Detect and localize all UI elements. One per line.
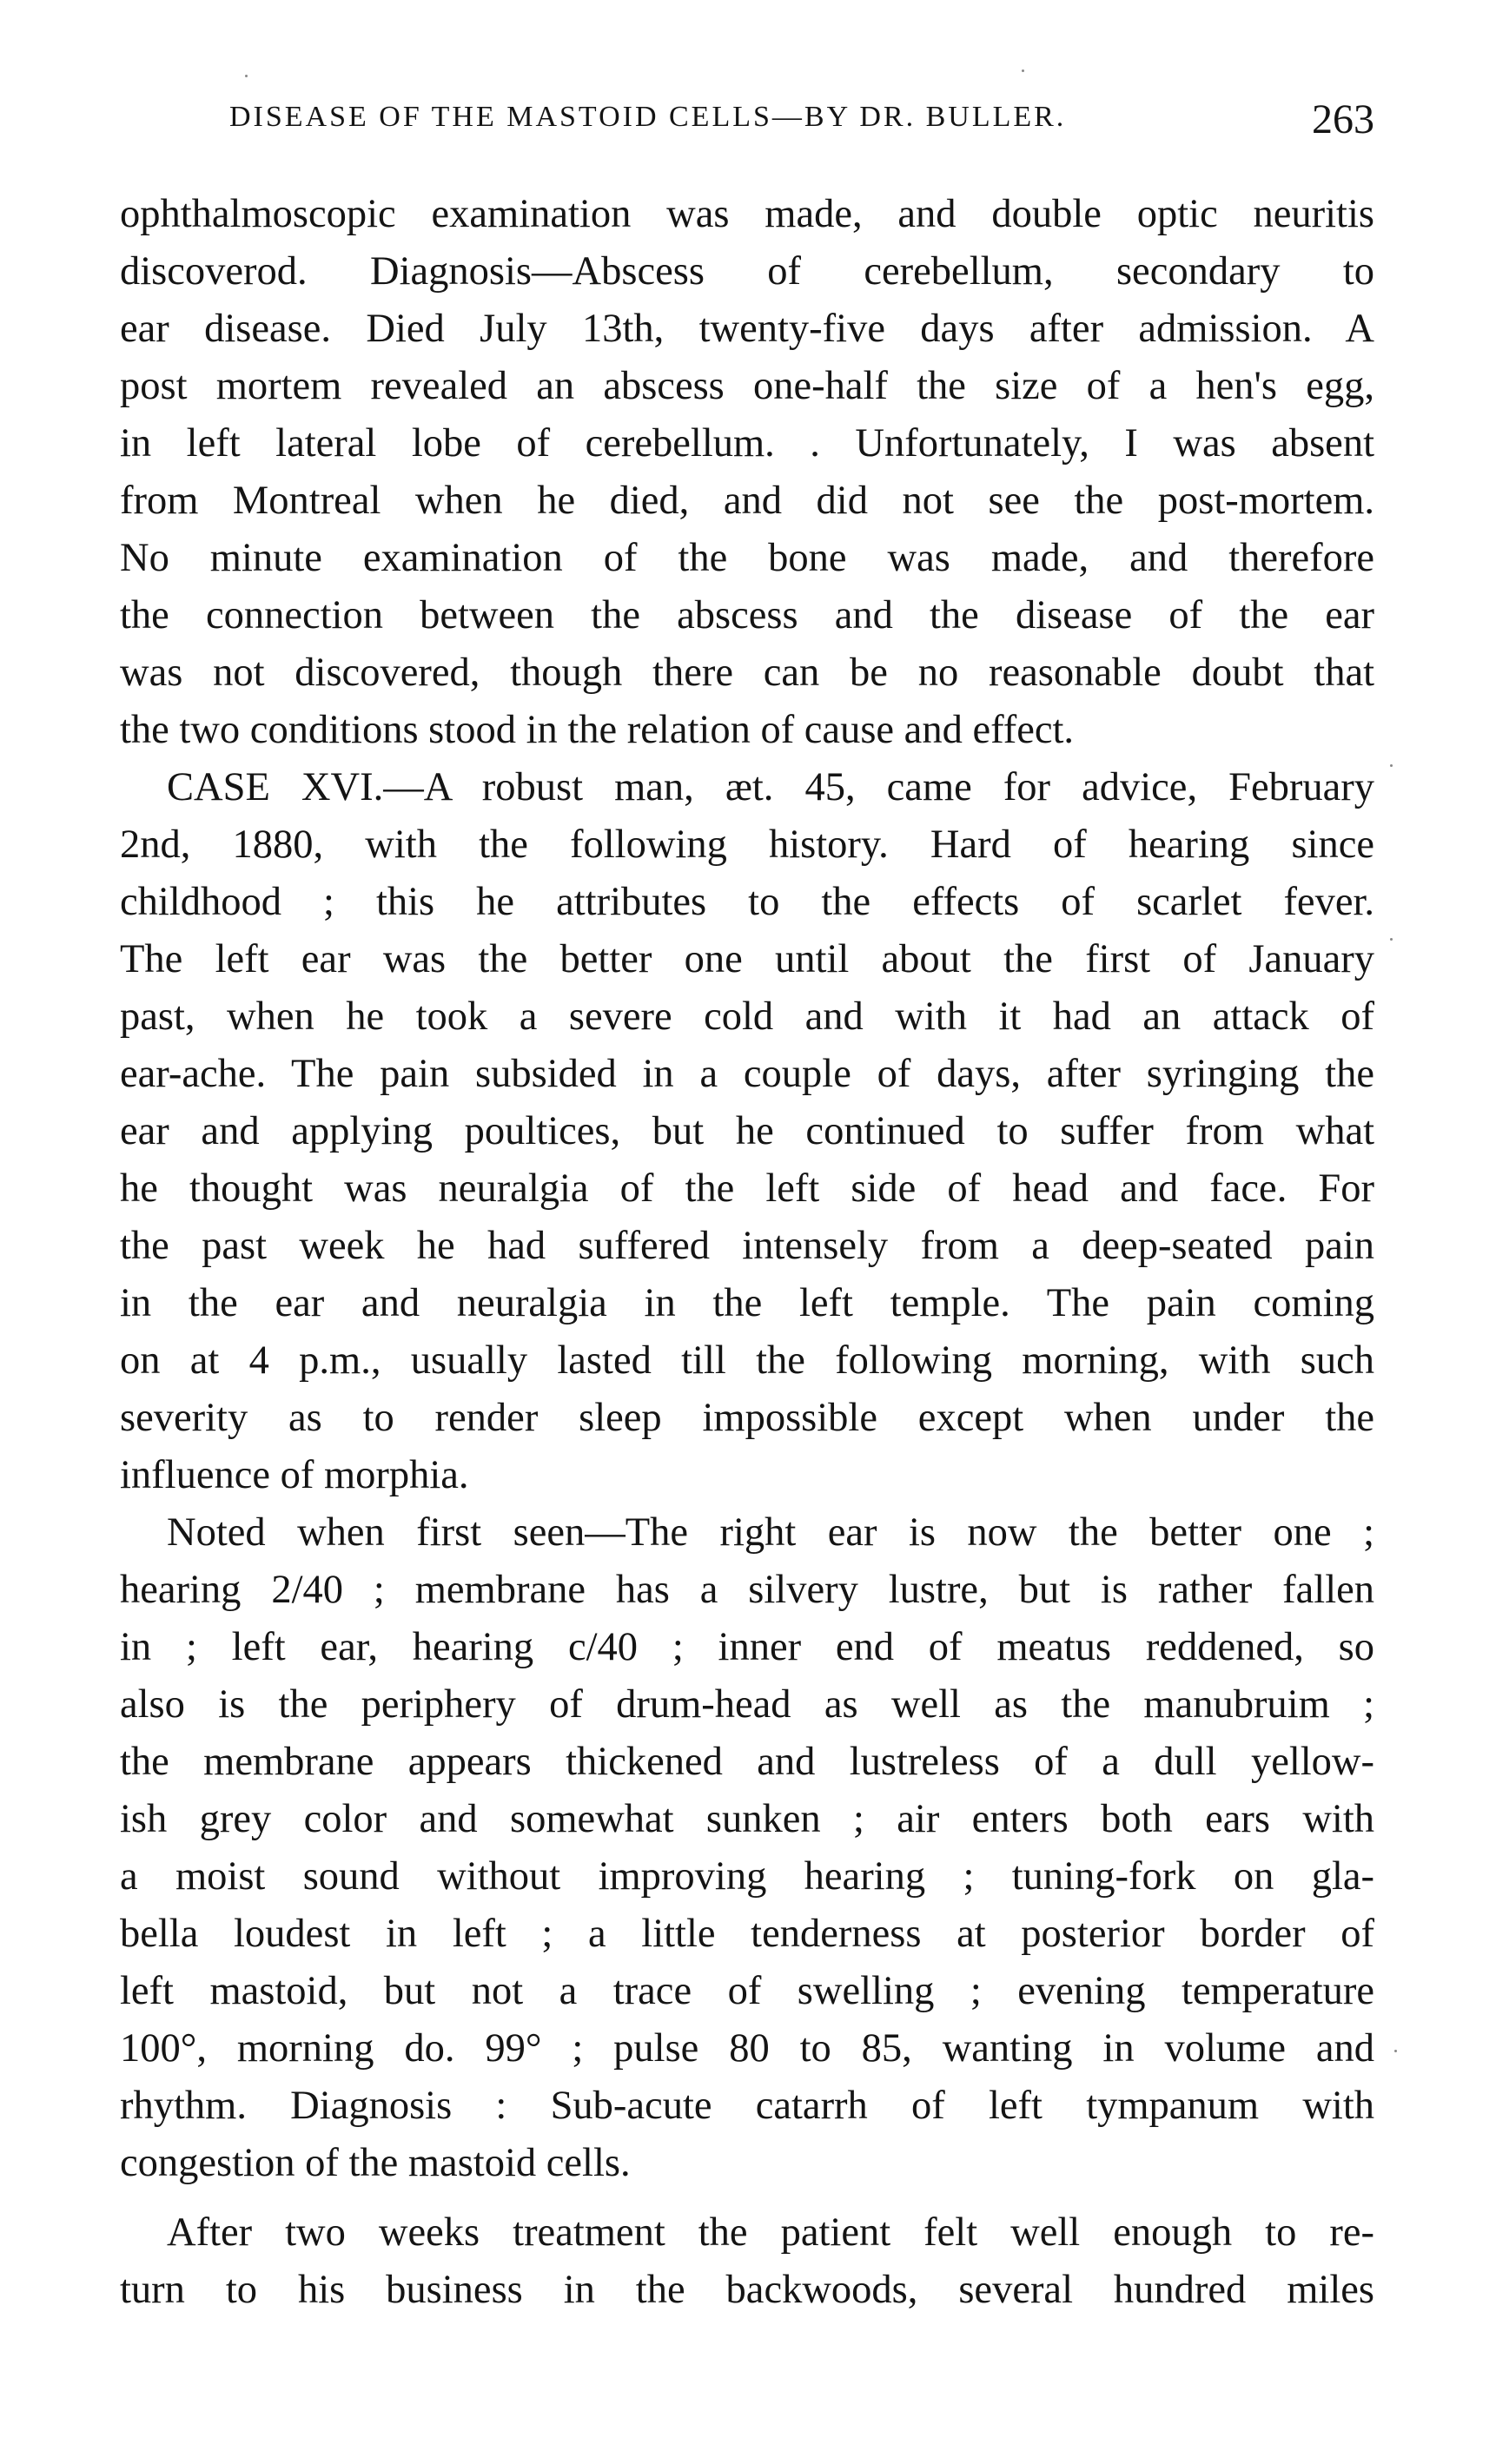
text-line: congestion of the mastoid cells. — [120, 2141, 631, 2185]
text-line: in the ear and neuralgia in the left temple. The pain coming — [120, 1281, 1374, 1325]
text-line: The left ear was the better one until about the first of January — [120, 937, 1374, 981]
text-line: was not discovered, though there can be no reasonable doubt that — [120, 651, 1374, 695]
page-number: 263 — [1312, 96, 1374, 142]
text-line: ish grey color and somewhat sunken ; air enters both ears with — [120, 1797, 1374, 1841]
running-head — [229, 96, 1374, 153]
running-title: DISEASE OF THE MASTOID CELLS—BY DR. BULLER. — [229, 101, 1067, 133]
text-line: No minute examination of the bone was made, and therefore — [120, 536, 1374, 580]
text-line: from Montreal when he died, and did not see the post-mortem. — [120, 479, 1374, 523]
text-line: in ; left ear, hearing c/40 ; inner end of meatus reddened, so — [120, 1625, 1374, 1669]
text-line: 2nd, 1880, with the following history. Hard of hearing since — [120, 822, 1374, 867]
text-line: discoverod. Diagnosis—Abscess of cerebellum, secondary to — [120, 249, 1374, 294]
text-line: ear disease. Died July 13th, twenty-five days after admission. A — [120, 307, 1374, 351]
text-line: severity as to render sleep impossible except when under the — [120, 1396, 1374, 1440]
text-line: 100°, morning do. 99° ; pulse 80 to 85, wanting in volume and — [120, 2026, 1374, 2071]
text-line: past, when he took a severe cold and with it had an attack of — [120, 994, 1374, 1039]
text-line: left mastoid, but not a trace of swelling ; evening temperature — [120, 1969, 1374, 2013]
speck-mark — [245, 75, 248, 77]
text-line: a moist sound without improving hearing ; tuning-fork on gla- — [120, 1854, 1374, 1899]
text-line: ear and applying poultices, but he continued to suffer from what — [120, 1109, 1374, 1153]
speck-mark — [1022, 69, 1024, 72]
text-line: on at 4 p.m., usually lasted till the following morning, with such — [120, 1338, 1374, 1383]
text-line: post mortem revealed an abscess one-half the size of a hen's egg, — [120, 364, 1374, 408]
speck-mark — [1394, 2050, 1397, 2052]
text-line: the past week he had suffered intensely from a deep-seated pain — [120, 1224, 1374, 1268]
paragraph-start-line: Noted when first seen—The right ear is now the better one ; — [167, 1510, 1374, 1555]
text-line: also is the periphery of drum-head as well as the manubruim ; — [120, 1682, 1374, 1727]
text-line: bella loudest in left ; a little tenderness at posterior border of — [120, 1912, 1374, 1956]
speck-mark — [1390, 938, 1393, 941]
speck-mark — [1390, 764, 1393, 767]
text-line: ear-ache. The pain subsided in a couple of days, after syringing the — [120, 1052, 1374, 1096]
text-line: childhood ; this he attributes to the effects of scarlet fever. — [120, 880, 1374, 924]
text-line: hearing 2/40 ; membrane has a silvery lustre, but is rather fallen — [120, 1568, 1374, 1612]
text-line: rhythm. Diagnosis : Sub-acute catarrh of left tympanum with — [120, 2084, 1374, 2128]
text-line: the connection between the abscess and the disease of the ear — [120, 593, 1374, 637]
text-line: in left lateral lobe of cerebellum. . Unfortunately, I was absent — [120, 421, 1374, 466]
text-line: the membrane appears thickened and lustreless of a dull yellow- — [120, 1740, 1374, 1784]
text-line: influence of morphia. — [120, 1453, 469, 1497]
paragraph-start-line: After two weeks treatment the patient felt well enough to re- — [167, 2210, 1374, 2255]
text-line: turn to his business in the backwoods, several hundred miles — [120, 2268, 1374, 2312]
text-line: he thought was neuralgia of the left side of head and face. For — [120, 1166, 1374, 1211]
case-heading-line: CASE XVI.—A robust man, æt. 45, came for advice, February — [167, 765, 1374, 809]
text-line: the two conditions stood in the relation of cause and effect. — [120, 708, 1075, 752]
text-line: ophthalmoscopic examination was made, and double optic neuritis — [120, 192, 1374, 236]
body-text — [120, 186, 1374, 2319]
